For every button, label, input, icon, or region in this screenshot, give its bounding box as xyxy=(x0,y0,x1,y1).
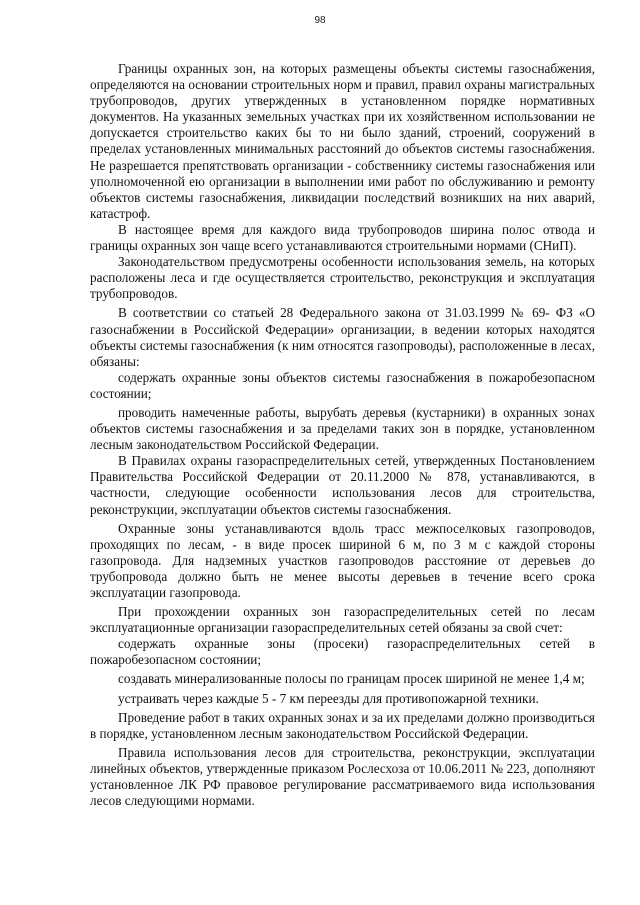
paragraph-rosleskhoz-order: Правила использования лесов для строительства, реконструкции, эксплуатации линейных объектов, утвержденные приказом Рослесхоза от 10.06.2011 № 223, дополняют установленное ЛК РФ правовое регулирование рассматриваемого вида использования лесов следующими нормами. xyxy=(90,744,595,809)
list-item-clearings-fire-safe: содержать охранные зоны (просеки) газораспределительных сетей в пожаробезопасном состоянии; xyxy=(90,636,595,668)
paragraph-federal-law-article-28: В соответствии со статьей 28 Федерального закона от 31.03.1999 № 69- ФЗ «О газоснабжении в Российской Федерации» организации, в ведении которых находятся объекты системы газоснабжения (к ним относятся газопроводы), расположенные в лесах, обязаны: xyxy=(90,305,595,369)
list-item-fire-safe-maintenance: содержать охранные зоны объектов системы газоснабжения в пожаробезопасном состоянии; xyxy=(90,369,595,401)
page-number: 98 xyxy=(314,15,326,26)
paragraph-protection-zone-boundaries: Границы охранных зон, на которых размещены объекты системы газоснабжения, определяются на основании строительных норм и правил, правил охраны магистральных трубопроводов, других утвержденных в установленном порядке нормативных документов. На указанных земельных участках при их хозяйственном использовании не допускается строительство каких бы то ни было зданий, строений, сооружений в пределах установленных минимальных расстояний до объектов системы газоснабжения. Не разрешается препятствовать организации - собственнику системы газоснабжения или уполномоченной ею организации в выполнении ими работ по обслуживанию и ремонту объектов системы газоснабжения, ликвидации последствий возникших на них аварий, катастроф. xyxy=(90,61,595,221)
paragraph-land-use-features: Законодательством предусмотрены особенности использования земель, на которых расположены леса и где осуществляется строительство, реконструкция и эксплуатация трубопроводов. xyxy=(90,254,595,302)
paragraph-snip-norms: В настоящее время для каждого вида трубопроводов ширина полос отвода и границы охранных зон чаще всего устанавливаются строительными нормами (СНиП). xyxy=(90,221,595,254)
list-item-mineralized-strips: создавать минерализованные полосы по границам просек шириной не менее 1,4 м; xyxy=(118,671,585,687)
list-item-tree-cutting: проводить намеченные работы, вырубать деревья (кустарники) в охранных зонах объектов системы газоснабжения и за пределами таких зон в порядке, установленном лесным законодательством Российской Федерации. xyxy=(90,404,595,453)
list-item-fire-crossings: устраивать через каждые 5 - 7 км переезды для противопожарной техники. xyxy=(118,690,539,706)
body-text xyxy=(90,61,595,812)
paragraph-protection-zone-width: Охранные зоны устанавливаются вдоль трасс межпоселковых газопроводов, проходящих по лесам, - в виде просек шириной 6 м, по 3 м с каждой стороны газопровода. Для надземных участков газопроводов расстояние от деревьев до трубопровода должно быть не менее высоты деревьев в течение всего срока эксплуатации газопровода. xyxy=(90,520,595,600)
paragraph-gas-network-rules: В Правилах охраны газораспределительных сетей, утвержденных Постановлением Правительства Российской Федерации от 20.11.2000 № 878, устанавливаются, в частности, следующие особенности использования лесов для строительства, реконструкции, эксплуатации объектов системы газоснабжения. xyxy=(90,453,595,517)
paragraph-operator-obligations: При прохождении охранных зон газораспределительных сетей по лесам эксплуатационные организации газораспределительных сетей обязаны за свой счет: xyxy=(90,604,595,636)
paragraph-works-procedure: Проведение работ в таких охранных зонах и за их пределами должно производиться в порядке, установленном лесным законодательством Российской Федерации. xyxy=(90,709,595,741)
